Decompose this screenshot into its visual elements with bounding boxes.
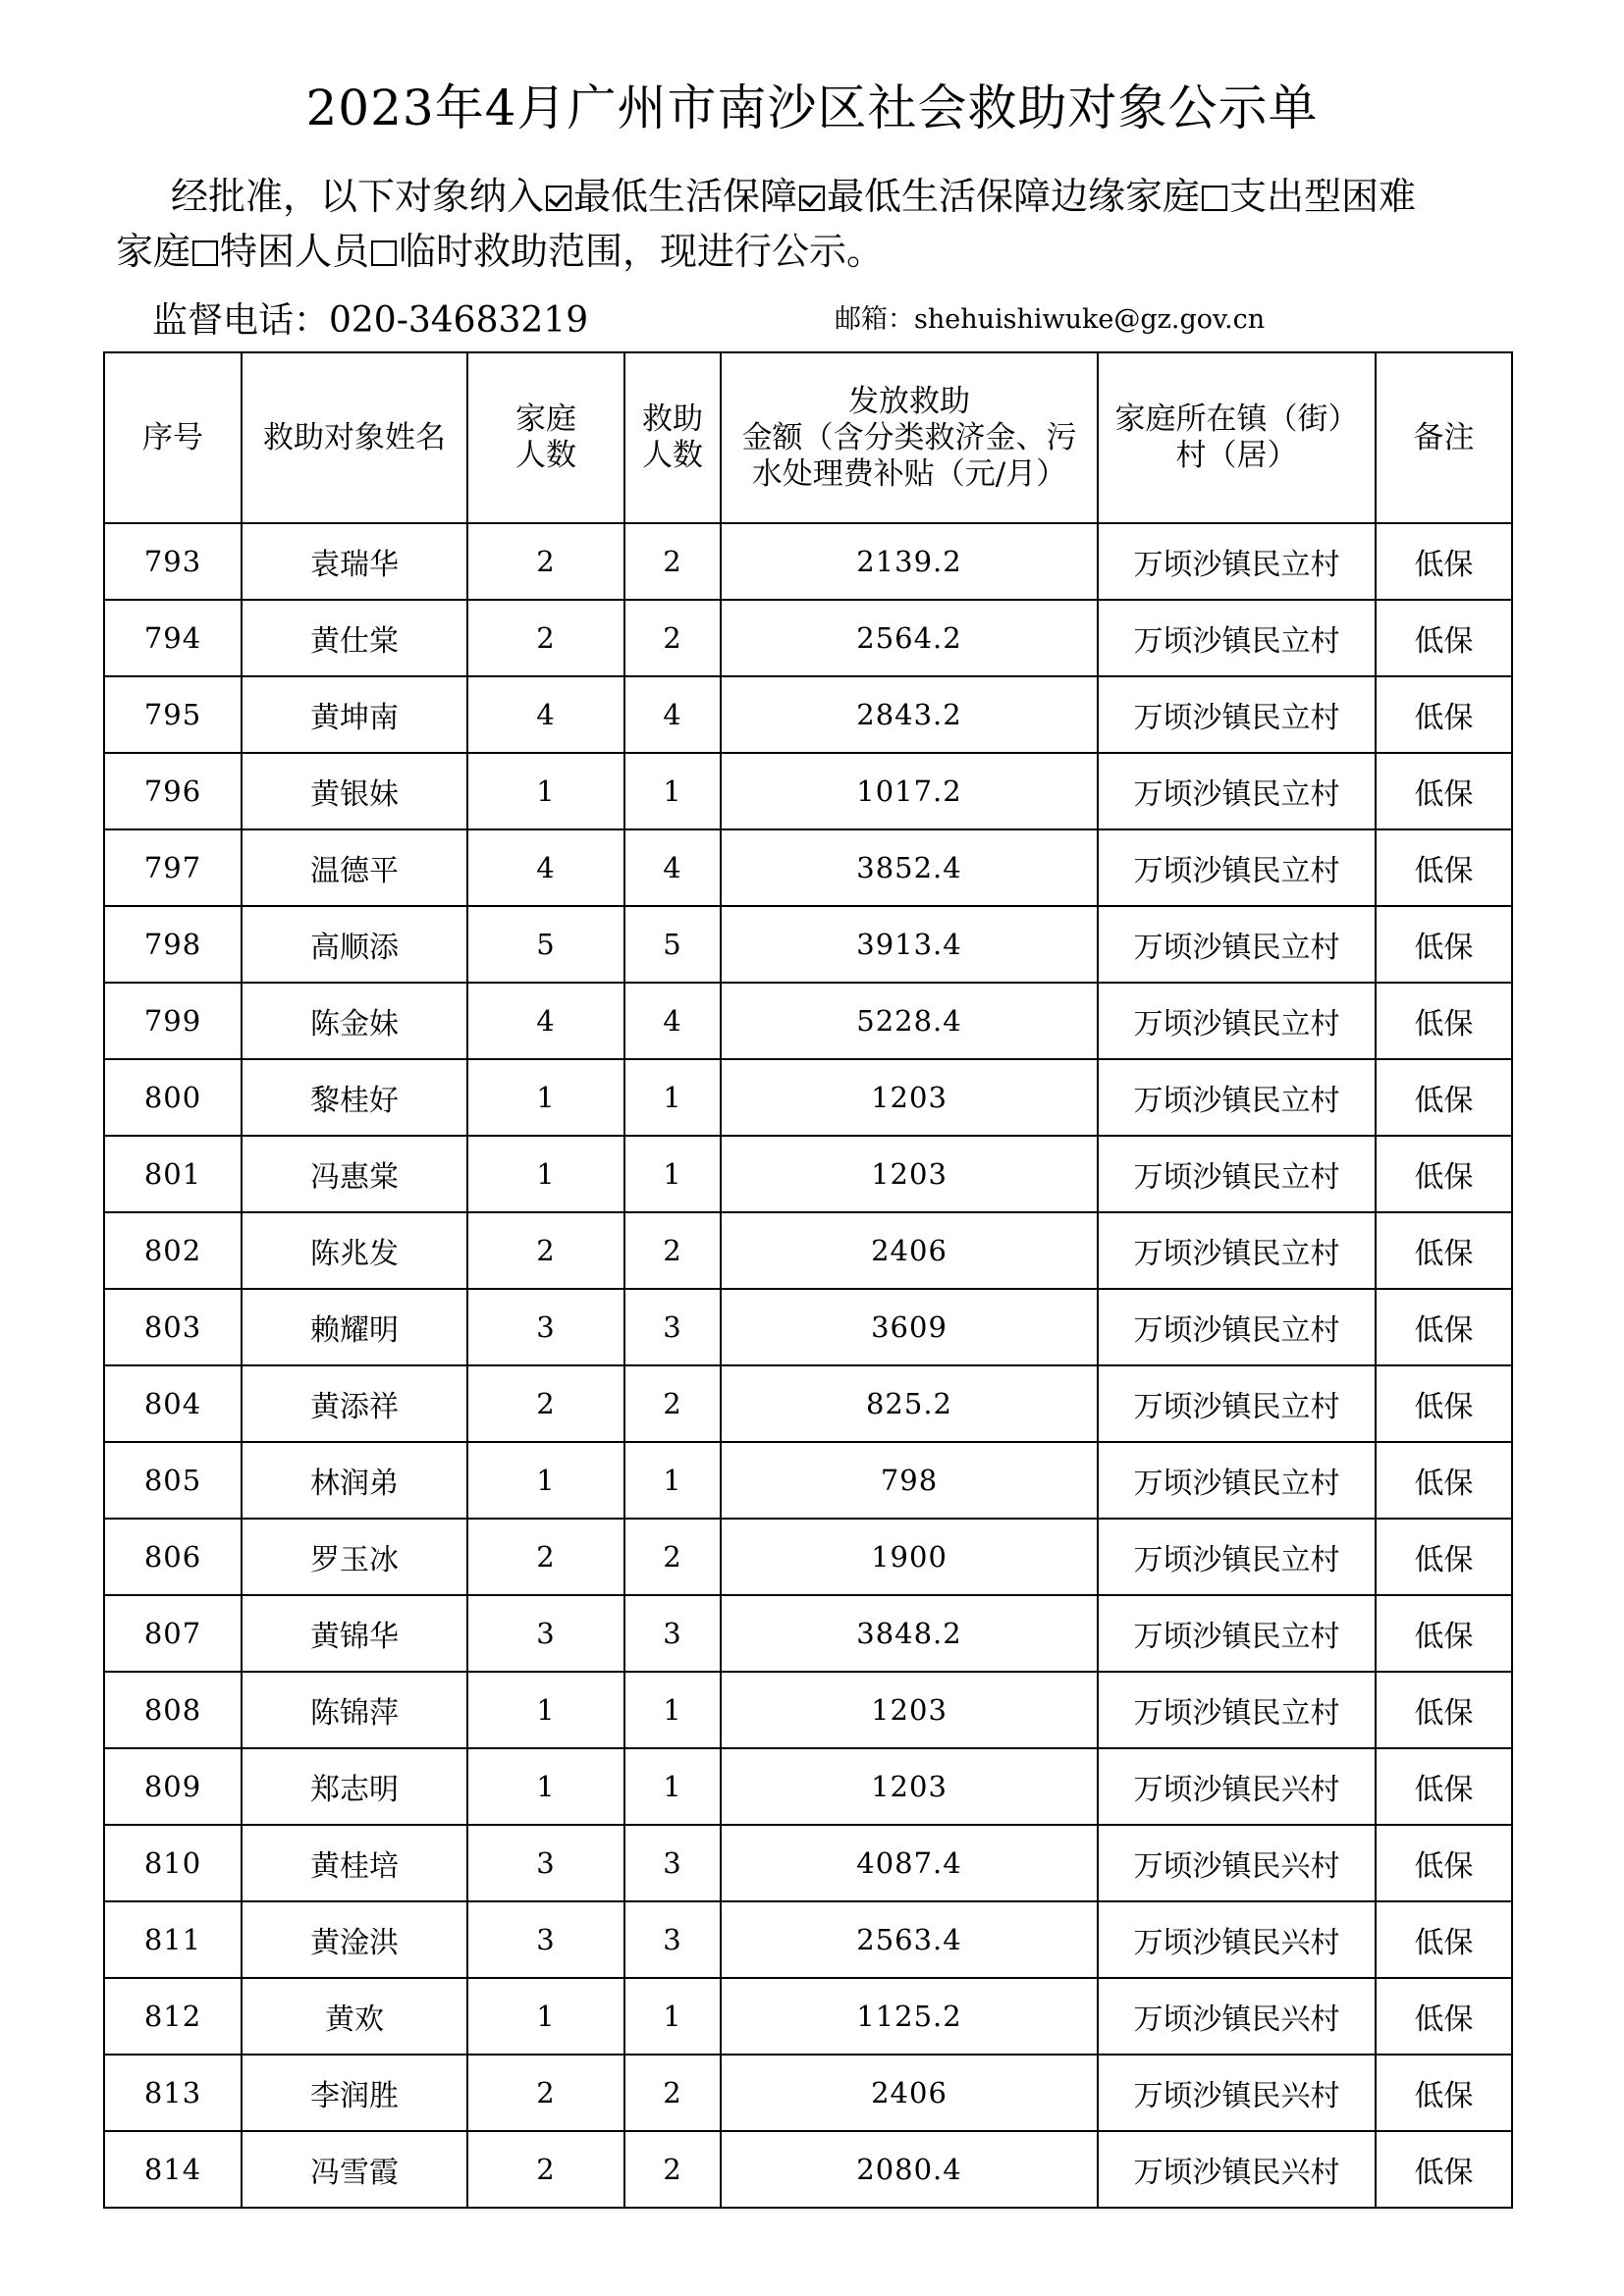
table-row <box>104 983 1512 1059</box>
cell-note: 低保 <box>1376 1519 1512 1595</box>
cell-note: 低保 <box>1376 753 1512 829</box>
cell-family-size: 2 <box>467 600 624 676</box>
cell-note: 低保 <box>1376 1136 1512 1212</box>
header-place: 家庭所在镇（街） 村（居） <box>1098 352 1376 523</box>
intro-prefix: 经批准，以下对象纳入 <box>171 175 545 218</box>
cell-seq: 814 <box>104 2131 242 2208</box>
cell-family-size: 3 <box>467 1825 624 1901</box>
supervision-phone: 监督电话：020-34683219 <box>152 300 589 341</box>
cell-seq: 798 <box>104 906 242 983</box>
cell-name: 黄仕棠 <box>242 600 467 676</box>
cell-note: 低保 <box>1376 2055 1512 2131</box>
cell-aid-count: 1 <box>624 1672 721 1748</box>
cell-family-size: 2 <box>467 1212 624 1289</box>
cell-seq: 803 <box>104 1289 242 1365</box>
cell-place: 万顷沙镇民立村 <box>1098 1365 1376 1442</box>
cell-seq: 809 <box>104 1748 242 1825</box>
cell-note: 低保 <box>1376 829 1512 906</box>
cell-place: 万顷沙镇民立村 <box>1098 1672 1376 1748</box>
table-row <box>104 676 1512 753</box>
header-seq: 序号 <box>104 352 242 523</box>
cell-aid-count: 2 <box>624 600 721 676</box>
cell-amount: 3852.4 <box>721 829 1098 906</box>
cell-aid-count: 3 <box>624 1901 721 1978</box>
cell-family-size: 3 <box>467 1595 624 1672</box>
cell-place: 万顷沙镇民立村 <box>1098 1136 1376 1212</box>
cell-note: 低保 <box>1376 1748 1512 1825</box>
checkbox-minimum-living-edge-family <box>799 186 825 211</box>
cell-seq: 804 <box>104 1365 242 1442</box>
cell-aid-count: 1 <box>624 1442 721 1519</box>
cell-amount: 1017.2 <box>721 753 1098 829</box>
cell-place: 万顷沙镇民立村 <box>1098 600 1376 676</box>
table-row <box>104 1978 1512 2055</box>
cell-amount: 2564.2 <box>721 600 1098 676</box>
intro-paragraph <box>116 169 1510 279</box>
cell-family-size: 1 <box>467 1978 624 2055</box>
cell-note: 低保 <box>1376 1442 1512 1519</box>
cell-family-size: 1 <box>467 1059 624 1136</box>
cell-note: 低保 <box>1376 1059 1512 1136</box>
cell-seq: 813 <box>104 2055 242 2131</box>
cell-name: 陈锦萍 <box>242 1672 467 1748</box>
cell-note: 低保 <box>1376 523 1512 600</box>
cell-note: 低保 <box>1376 983 1512 1059</box>
header-amount: 发放救助 金额（含分类救济金、污 水处理费补贴（元/月） <box>721 352 1098 523</box>
cell-name: 温德平 <box>242 829 467 906</box>
cell-note: 低保 <box>1376 1595 1512 1672</box>
cell-seq: 808 <box>104 1672 242 1748</box>
cell-amount: 3609 <box>721 1289 1098 1365</box>
cell-seq: 795 <box>104 676 242 753</box>
cell-name: 林润弟 <box>242 1442 467 1519</box>
cell-aid-count: 1 <box>624 1748 721 1825</box>
cell-seq: 811 <box>104 1901 242 1978</box>
cell-amount: 4087.4 <box>721 1825 1098 1901</box>
cell-amount: 798 <box>721 1442 1098 1519</box>
relief-recipients-table <box>103 351 1513 2209</box>
cell-amount: 1203 <box>721 1059 1098 1136</box>
cell-name: 陈兆发 <box>242 1212 467 1289</box>
intro-line-1 <box>116 169 1510 224</box>
cell-seq: 796 <box>104 753 242 829</box>
cell-aid-count: 5 <box>624 906 721 983</box>
cell-aid-count: 4 <box>624 676 721 753</box>
cell-amount: 3913.4 <box>721 906 1098 983</box>
header-note: 备注 <box>1376 352 1512 523</box>
cell-place: 万顷沙镇民立村 <box>1098 1212 1376 1289</box>
cell-note: 低保 <box>1376 1672 1512 1748</box>
cell-name: 黄添祥 <box>242 1365 467 1442</box>
table-row <box>104 1289 1512 1365</box>
cell-aid-count: 3 <box>624 1825 721 1901</box>
cell-name: 赖耀明 <box>242 1289 467 1365</box>
cell-aid-count: 2 <box>624 1519 721 1595</box>
cell-name: 罗玉冰 <box>242 1519 467 1595</box>
header-aid-count: 救助 人数 <box>624 352 721 523</box>
cell-family-size: 4 <box>467 676 624 753</box>
cell-seq: 812 <box>104 1978 242 2055</box>
cell-family-size: 4 <box>467 829 624 906</box>
cell-family-size: 1 <box>467 1136 624 1212</box>
cell-name: 郑志明 <box>242 1748 467 1825</box>
cell-amount: 2139.2 <box>721 523 1098 600</box>
cell-seq: 802 <box>104 1212 242 1289</box>
cell-seq: 797 <box>104 829 242 906</box>
cell-seq: 794 <box>104 600 242 676</box>
table-row <box>104 1212 1512 1289</box>
cell-family-size: 3 <box>467 1901 624 1978</box>
cell-note: 低保 <box>1376 2131 1512 2208</box>
cell-note: 低保 <box>1376 906 1512 983</box>
cell-aid-count: 4 <box>624 829 721 906</box>
table-row <box>104 2055 1512 2131</box>
cell-note: 低保 <box>1376 676 1512 753</box>
cell-aid-count: 2 <box>624 2131 721 2208</box>
table-header-row <box>104 352 1512 523</box>
cell-family-size: 3 <box>467 1289 624 1365</box>
checkbox-minimum-living-security <box>546 186 571 211</box>
cell-note: 低保 <box>1376 1978 1512 2055</box>
cell-note: 低保 <box>1376 1901 1512 1978</box>
cell-seq: 810 <box>104 1825 242 1901</box>
option-label: 最低生活保障边缘家庭 <box>827 175 1201 218</box>
cell-place: 万顷沙镇民兴村 <box>1098 1748 1376 1825</box>
cell-place: 万顷沙镇民兴村 <box>1098 1978 1376 2055</box>
table-row <box>104 906 1512 983</box>
cell-amount: 1203 <box>721 1672 1098 1748</box>
cell-place: 万顷沙镇民立村 <box>1098 1442 1376 1519</box>
table-row <box>104 753 1512 829</box>
header-name: 救助对象姓名 <box>242 352 467 523</box>
cell-amount: 1900 <box>721 1519 1098 1595</box>
cell-aid-count: 1 <box>624 1059 721 1136</box>
cell-seq: 800 <box>104 1059 242 1136</box>
cell-seq: 805 <box>104 1442 242 1519</box>
cell-family-size: 2 <box>467 523 624 600</box>
cell-name: 黄桂培 <box>242 1825 467 1901</box>
cell-note: 低保 <box>1376 1365 1512 1442</box>
intro-line-2 <box>116 224 1510 279</box>
cell-place: 万顷沙镇民立村 <box>1098 523 1376 600</box>
table-row <box>104 2131 1512 2208</box>
checkbox-expenditure-hardship <box>1202 186 1227 211</box>
cell-aid-count: 3 <box>624 1289 721 1365</box>
cell-place: 万顷沙镇民立村 <box>1098 676 1376 753</box>
cell-note: 低保 <box>1376 1825 1512 1901</box>
cell-place: 万顷沙镇民立村 <box>1098 1059 1376 1136</box>
cell-aid-count: 1 <box>624 1978 721 2055</box>
cell-aid-count: 2 <box>624 1212 721 1289</box>
cell-name: 黄坤南 <box>242 676 467 753</box>
cell-name: 李润胜 <box>242 2055 467 2131</box>
cell-amount: 1125.2 <box>721 1978 1098 2055</box>
cell-amount: 2080.4 <box>721 2131 1098 2208</box>
checkbox-extreme-poverty <box>192 240 218 266</box>
cell-place: 万顷沙镇民兴村 <box>1098 2055 1376 2131</box>
table-row <box>104 1825 1512 1901</box>
cell-family-size: 1 <box>467 1672 624 1748</box>
cell-aid-count: 2 <box>624 2055 721 2131</box>
table-row <box>104 1748 1512 1825</box>
table-row <box>104 1136 1512 1212</box>
contact-info <box>152 293 1527 342</box>
cell-amount: 3848.2 <box>721 1595 1098 1672</box>
cell-aid-count: 1 <box>624 753 721 829</box>
cell-name: 黎桂好 <box>242 1059 467 1136</box>
cell-aid-count: 1 <box>624 1136 721 1212</box>
table-row <box>104 1442 1512 1519</box>
cell-place: 万顷沙镇民立村 <box>1098 983 1376 1059</box>
cell-amount: 2406 <box>721 2055 1098 2131</box>
cell-amount: 1203 <box>721 1136 1098 1212</box>
cell-place: 万顷沙镇民兴村 <box>1098 2131 1376 2208</box>
cell-family-size: 2 <box>467 1365 624 1442</box>
table-row <box>104 829 1512 906</box>
page-title: 2023年4月广州市南沙区社会救助对象公示单 <box>305 80 1319 136</box>
cell-note: 低保 <box>1376 1212 1512 1289</box>
table-row <box>104 1901 1512 1978</box>
cell-family-size: 1 <box>467 1442 624 1519</box>
cell-name: 黄银妹 <box>242 753 467 829</box>
cell-family-size: 4 <box>467 983 624 1059</box>
table-row <box>104 600 1512 676</box>
cell-amount: 2406 <box>721 1212 1098 1289</box>
contact-email: 邮箱：shehuishiwuke@gz.gov.cn <box>835 304 1266 335</box>
cell-place: 万顷沙镇民立村 <box>1098 753 1376 829</box>
cell-aid-count: 4 <box>624 983 721 1059</box>
cell-aid-count: 2 <box>624 523 721 600</box>
cell-family-size: 1 <box>467 753 624 829</box>
header-family-size: 家庭 人数 <box>467 352 624 523</box>
cell-name: 黄欢 <box>242 1978 467 2055</box>
cell-family-size: 2 <box>467 2055 624 2131</box>
cell-aid-count: 2 <box>624 1365 721 1442</box>
cell-name: 冯惠棠 <box>242 1136 467 1212</box>
table-row <box>104 1059 1512 1136</box>
table-row <box>104 1519 1512 1595</box>
cell-family-size: 2 <box>467 1519 624 1595</box>
option-label: 最低生活保障 <box>573 175 798 218</box>
cell-place: 万顷沙镇民立村 <box>1098 906 1376 983</box>
table-row <box>104 523 1512 600</box>
option-label: 特困人员 <box>220 230 370 273</box>
cell-place: 万顷沙镇民兴村 <box>1098 1901 1376 1978</box>
table-row <box>104 1672 1512 1748</box>
cell-amount: 2563.4 <box>721 1901 1098 1978</box>
option-label: 支出型困难 <box>1229 175 1417 218</box>
cell-name: 冯雪霞 <box>242 2131 467 2208</box>
cell-note: 低保 <box>1376 600 1512 676</box>
table-row <box>104 1365 1512 1442</box>
cell-place: 万顷沙镇民立村 <box>1098 829 1376 906</box>
cell-seq: 806 <box>104 1519 242 1595</box>
cell-name: 黄淦洪 <box>242 1901 467 1978</box>
cell-aid-count: 3 <box>624 1595 721 1672</box>
cell-note: 低保 <box>1376 1289 1512 1365</box>
intro-line2-start: 家庭 <box>116 230 191 273</box>
cell-seq: 801 <box>104 1136 242 1212</box>
cell-amount: 825.2 <box>721 1365 1098 1442</box>
cell-place: 万顷沙镇民立村 <box>1098 1289 1376 1365</box>
cell-seq: 807 <box>104 1595 242 1672</box>
option-label: 临时救助范围，现进行公示。 <box>399 230 885 273</box>
cell-place: 万顷沙镇民立村 <box>1098 1519 1376 1595</box>
cell-amount: 1203 <box>721 1748 1098 1825</box>
table-body <box>104 523 1512 2208</box>
cell-place: 万顷沙镇民兴村 <box>1098 1825 1376 1901</box>
cell-family-size: 1 <box>467 1748 624 1825</box>
cell-seq: 799 <box>104 983 242 1059</box>
cell-family-size: 2 <box>467 2131 624 2208</box>
cell-amount: 5228.4 <box>721 983 1098 1059</box>
cell-name: 高顺添 <box>242 906 467 983</box>
cell-name: 陈金妹 <box>242 983 467 1059</box>
checkbox-temporary-relief <box>371 240 397 266</box>
cell-family-size: 5 <box>467 906 624 983</box>
cell-name: 袁瑞华 <box>242 523 467 600</box>
cell-name: 黄锦华 <box>242 1595 467 1672</box>
cell-seq: 793 <box>104 523 242 600</box>
cell-amount: 2843.2 <box>721 676 1098 753</box>
table-row <box>104 1595 1512 1672</box>
cell-place: 万顷沙镇民立村 <box>1098 1595 1376 1672</box>
